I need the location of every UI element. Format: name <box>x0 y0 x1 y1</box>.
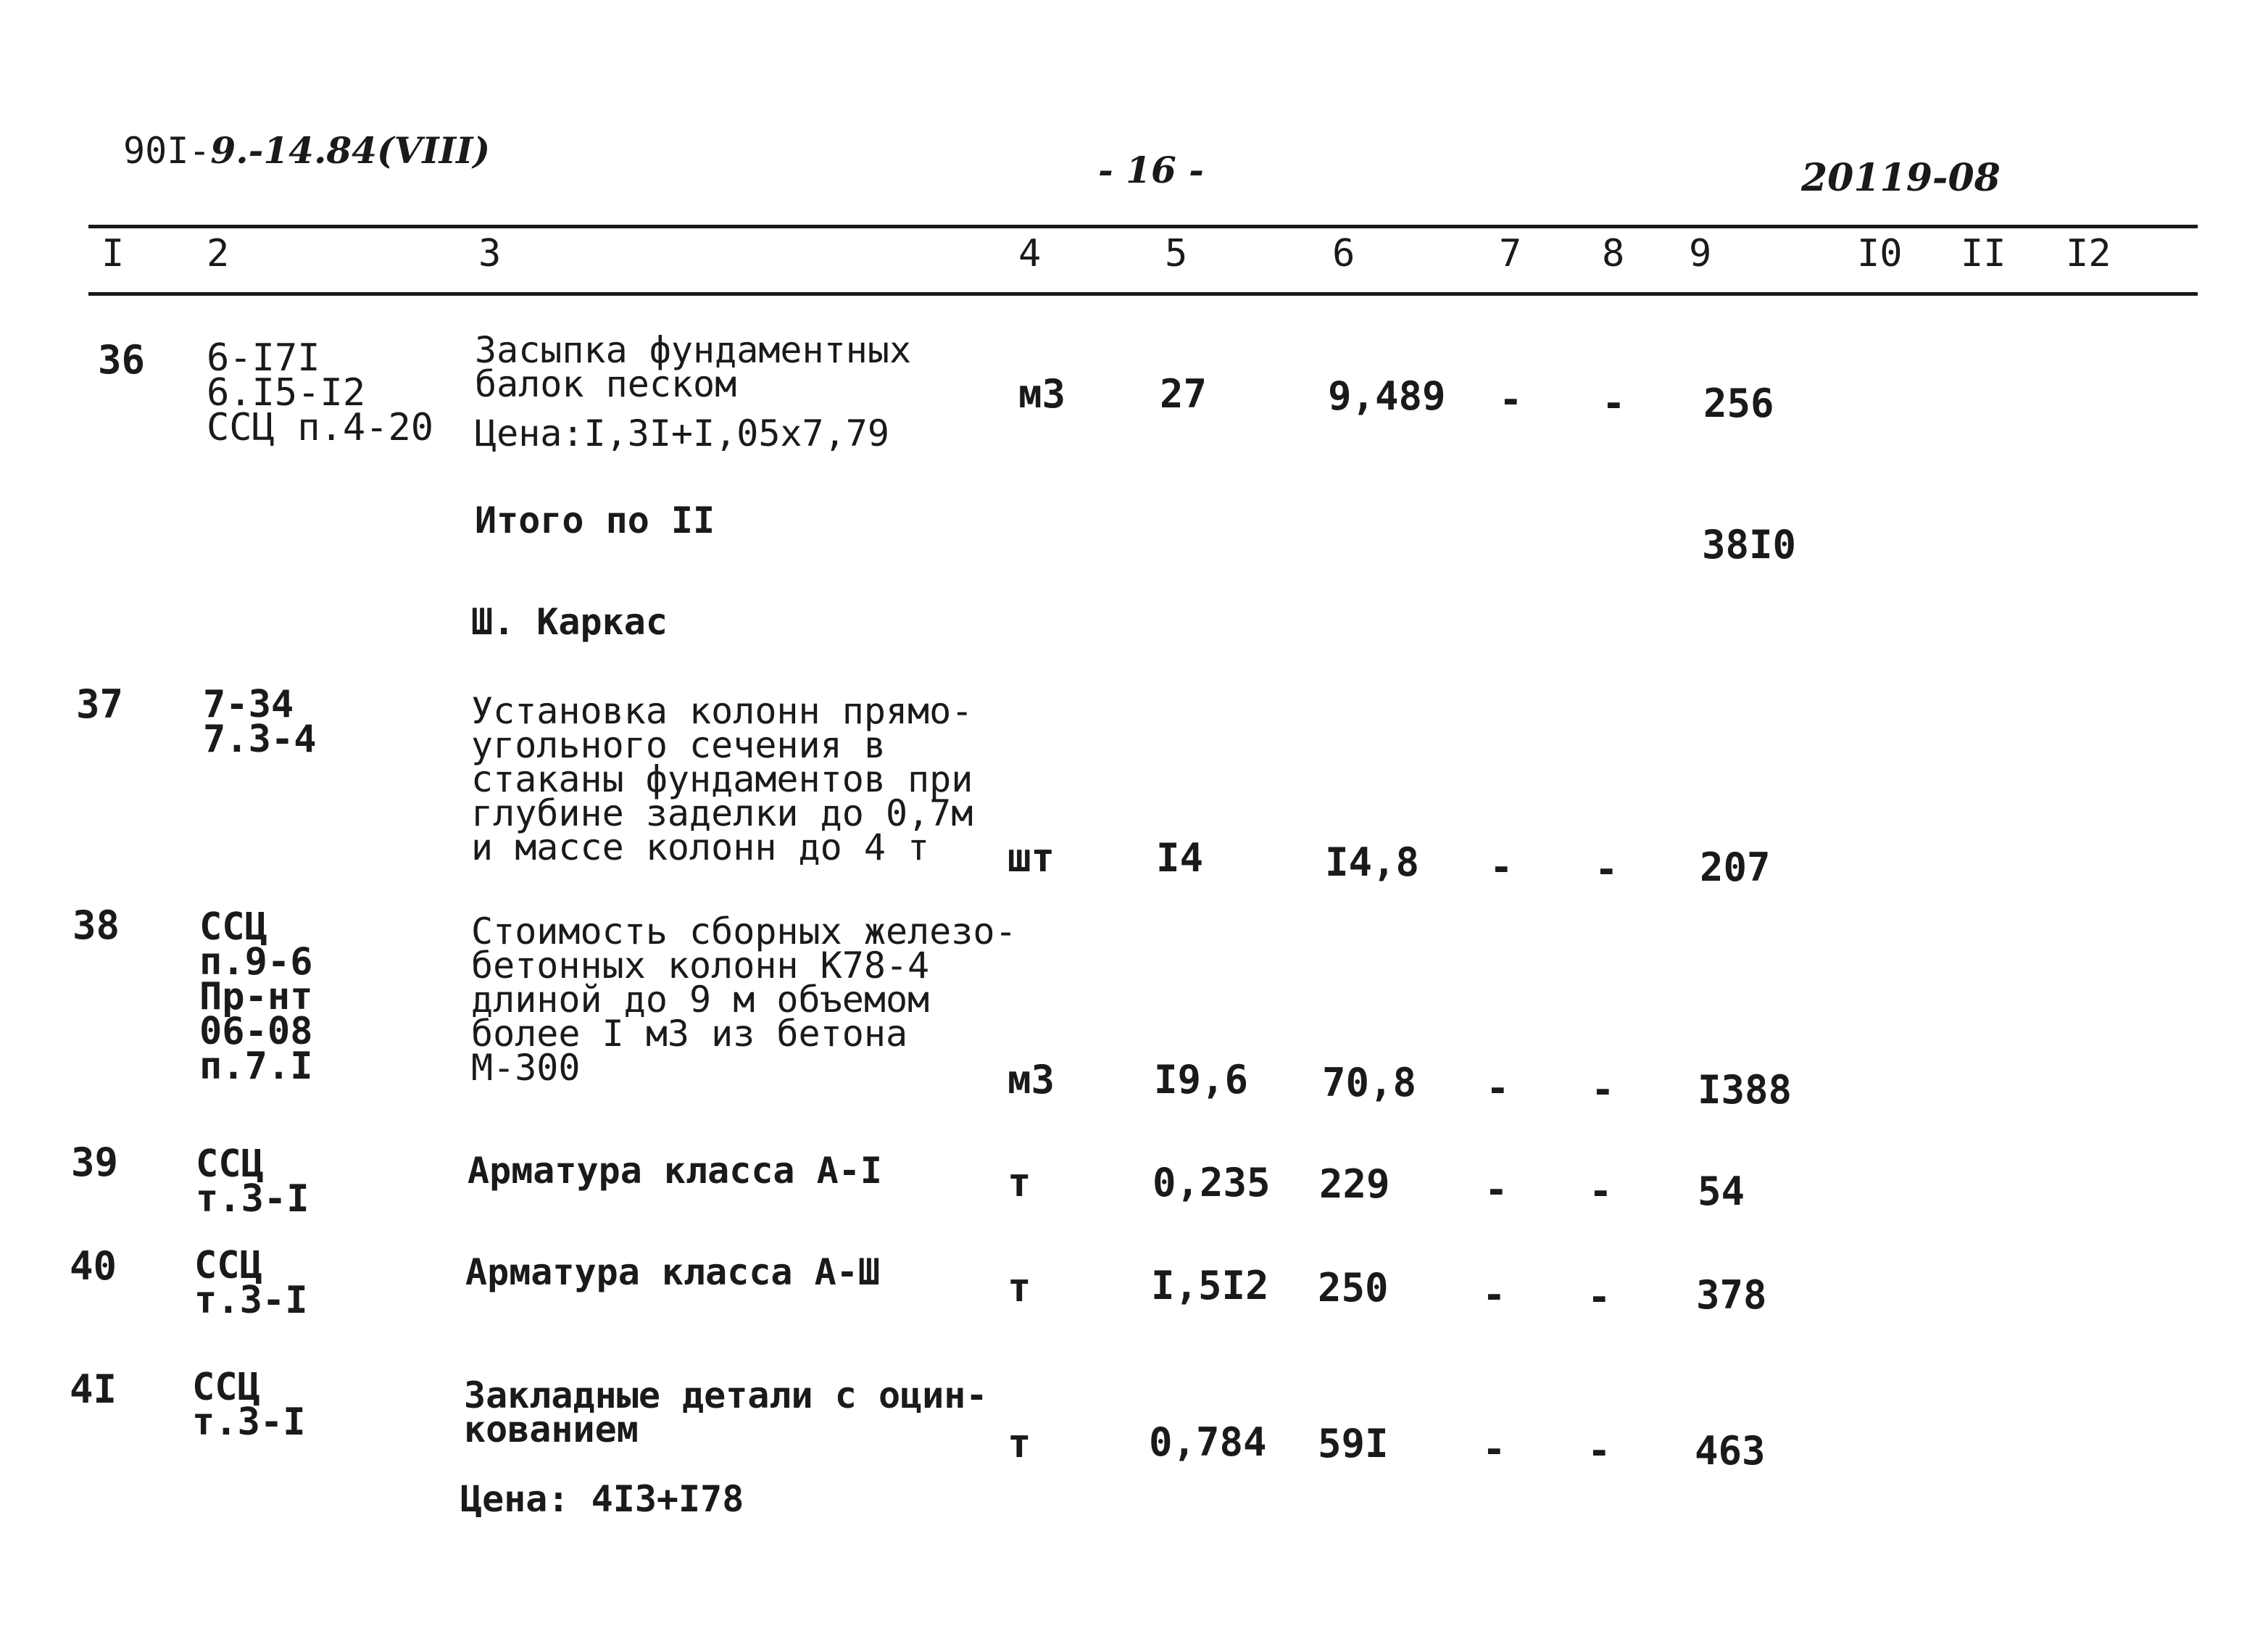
col8-value: - <box>1587 1274 1611 1320</box>
row-number: 40 <box>70 1243 117 1289</box>
quantity: 0,235 <box>1152 1160 1271 1205</box>
desc-line: балок песком <box>475 363 737 405</box>
col7-value: - <box>1499 377 1523 423</box>
desc-line: и массе колонн до 4 т <box>471 826 930 868</box>
code-line: п.7.I <box>199 1045 313 1088</box>
code-line: ССЦ <box>194 1244 262 1287</box>
code-line: ССЦ <box>196 1142 264 1186</box>
row-number: 37 <box>76 681 124 727</box>
desc-line: Арматура класса А-Ш <box>465 1251 880 1293</box>
column-header: 8 <box>1602 232 1625 275</box>
col8-value: - <box>1595 847 1619 892</box>
column-header: I0 <box>1857 232 1903 275</box>
column-header: 9 <box>1689 232 1712 275</box>
quantity: I,5I2 <box>1151 1263 1269 1308</box>
row-codes <box>207 336 434 449</box>
desc-line: глубине заделки до 0,7м <box>471 792 973 834</box>
column-header: 7 <box>1499 232 1522 275</box>
code-line: п.9-6 <box>199 940 313 984</box>
col7-value: - <box>1482 1272 1506 1318</box>
total-value: 378 <box>1696 1272 1767 1318</box>
desc-line: Засыпка фундаментных <box>475 329 912 371</box>
column-header: I2 <box>2066 232 2111 275</box>
unit: шт <box>1008 835 1055 881</box>
doc-code-handwritten: 9.-14.84(VIII) <box>210 129 491 172</box>
code-line: Пр-нт <box>199 975 313 1018</box>
section-title: Ш. Каркас <box>471 601 668 643</box>
code-line: ССЦ п.4-20 <box>207 406 434 449</box>
doc-code <box>123 129 490 172</box>
desc-line: Закладные детали с оцин- <box>464 1374 988 1416</box>
col8-value: - <box>1591 1067 1615 1113</box>
unit-price: 9,489 <box>1328 373 1446 419</box>
subtotal-value: 38I0 <box>1702 522 1797 568</box>
page-number: - 16 - <box>1098 149 1204 191</box>
code-line: ССЦ <box>192 1366 260 1409</box>
desc-line: стаканы фундаментов при <box>471 758 973 800</box>
col8-value: - <box>1587 1428 1611 1474</box>
total-value: 207 <box>1700 844 1771 890</box>
unit: м3 <box>1008 1057 1055 1103</box>
row-description <box>475 329 912 405</box>
unit: т <box>1008 1265 1031 1311</box>
desc-line: бетонных колонн К78-4 <box>471 945 930 987</box>
code-line: 06-08 <box>199 1010 313 1053</box>
column-header: 6 <box>1332 232 1355 275</box>
code-line: т.3-I <box>194 1279 308 1322</box>
unit: т <box>1008 1160 1031 1205</box>
row-number: 39 <box>71 1140 119 1185</box>
row-description <box>468 1150 882 1192</box>
code-line: 7-34 <box>203 683 294 726</box>
desc-line: кованием <box>464 1408 639 1450</box>
col8-value: - <box>1589 1169 1613 1214</box>
row-codes <box>199 905 313 1088</box>
row-description <box>471 910 1017 1089</box>
unit-price: I4,8 <box>1325 839 1420 885</box>
column-header: 5 <box>1165 232 1188 275</box>
desc-line: более I м3 из бетона <box>471 1013 908 1055</box>
unit: м3 <box>1018 371 1066 417</box>
row-codes <box>196 1142 310 1221</box>
column-header: II <box>1961 232 2006 275</box>
code-line: 6-I7I <box>207 336 320 380</box>
price-note: Цена:I,3I+I,05х7,79 <box>475 412 889 454</box>
column-header: 4 <box>1018 232 1042 275</box>
row-number: 36 <box>98 337 146 383</box>
quantity: I9,6 <box>1154 1057 1249 1103</box>
quantity: 0,784 <box>1149 1419 1267 1465</box>
code-line: 7.3-4 <box>203 718 317 761</box>
column-header: 2 <box>207 232 230 275</box>
col7-value: - <box>1490 844 1513 890</box>
unit-price: 59I <box>1318 1421 1389 1466</box>
quantity: 27 <box>1160 371 1208 417</box>
col8-value: - <box>1602 381 1626 426</box>
col7-value: - <box>1482 1427 1506 1472</box>
row-number: 4I <box>70 1366 117 1412</box>
unit-price: 229 <box>1319 1161 1390 1207</box>
quantity: I4 <box>1156 835 1204 881</box>
code-line: 6.I5-I2 <box>207 371 366 415</box>
sheet-code: 20119-08 <box>1801 156 2001 200</box>
column-header: I <box>101 232 125 275</box>
column-header: 3 <box>478 232 502 275</box>
doc-code-printed: 90I- <box>123 130 211 172</box>
row-description <box>464 1374 988 1450</box>
code-line: т.3-I <box>192 1400 306 1444</box>
desc-line: Установка колонн прямо- <box>471 690 973 732</box>
subtotal-label: Итого по II <box>475 499 715 541</box>
total-value: 463 <box>1695 1428 1766 1474</box>
row-codes <box>192 1366 306 1444</box>
unit-price: 70,8 <box>1322 1060 1417 1105</box>
col7-value: - <box>1486 1066 1510 1111</box>
total-value: 256 <box>1703 381 1774 426</box>
row-codes <box>194 1244 308 1322</box>
row-codes <box>203 683 317 761</box>
code-line: т.3-I <box>196 1177 310 1221</box>
unit-price: 250 <box>1318 1265 1389 1311</box>
desc-line: угольного сечения в <box>471 724 886 766</box>
total-value: I388 <box>1698 1067 1793 1113</box>
col7-value: - <box>1484 1167 1508 1213</box>
price-note: Цена: 4I3+I78 <box>460 1478 744 1520</box>
header-bottom-rule <box>88 292 2198 296</box>
row-description <box>465 1251 880 1293</box>
desc-line: Стоимость сборных железо- <box>471 910 1017 952</box>
desc-line: длиной до 9 м объемом <box>471 979 930 1021</box>
row-number: 38 <box>72 902 120 948</box>
total-value: 54 <box>1698 1169 1745 1214</box>
desc-line: Арматура класса А-I <box>468 1150 882 1192</box>
unit: т <box>1008 1421 1031 1466</box>
header-top-rule <box>88 225 2198 228</box>
code-line: ССЦ <box>199 905 267 949</box>
desc-line: М-300 <box>471 1047 581 1089</box>
row-description <box>471 690 973 868</box>
